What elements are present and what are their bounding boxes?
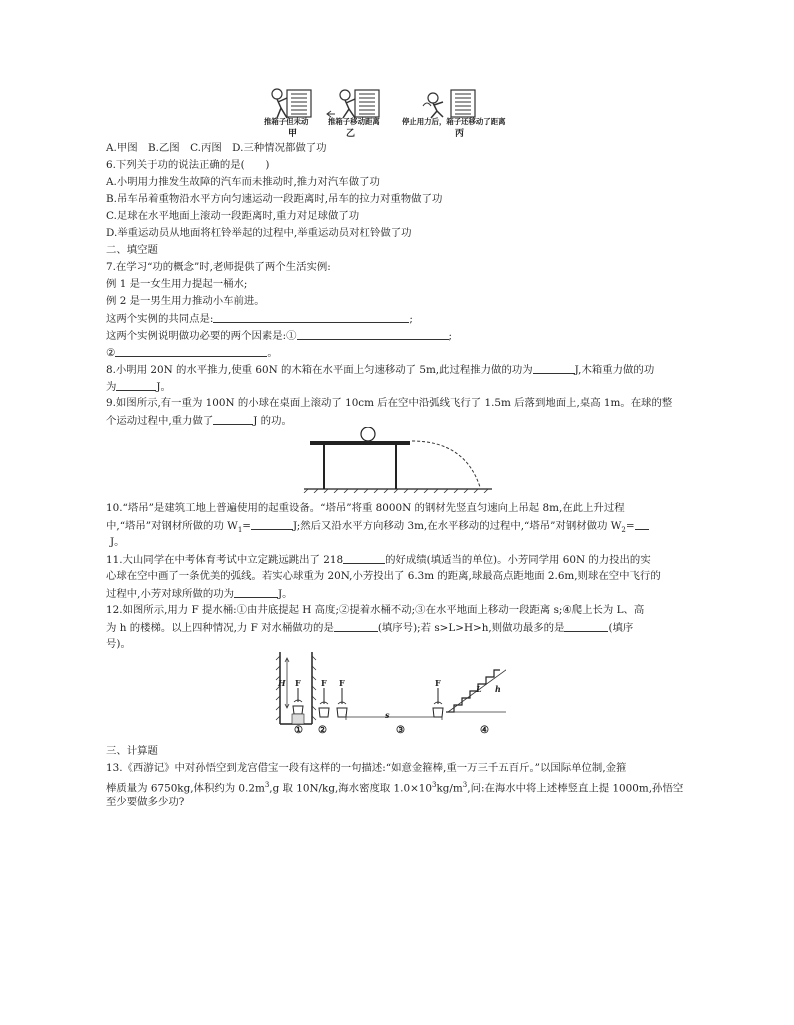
q6-stem: 6.下列关于功的说法正确的是( )	[106, 159, 270, 171]
q12-blank-1[interactable]	[334, 620, 378, 632]
q6-option-d: D.举重运动员从地面将杠铃举起的过程中,举重运动员对杠铃做了功	[106, 227, 412, 239]
q7-factor-1-blank[interactable]	[297, 328, 449, 340]
q6-option-a: A.小明用力推发生故障的汽车而未推动时,推力对汽车做了功	[106, 176, 380, 188]
q7-factors-end: ;	[448, 330, 453, 342]
q12-line-3: 号)。	[106, 638, 131, 650]
q7-common-end: ;	[409, 313, 413, 325]
label-F-1: F	[295, 678, 301, 688]
q8-line-2	[106, 379, 171, 394]
q8-text-2: J,木箱重力做的功	[574, 364, 655, 376]
q7-second-label: ②	[106, 347, 116, 359]
q7-common-label: 这两个实例的共同点是:	[106, 313, 214, 325]
scene-1-well	[276, 652, 316, 724]
q12-text-3: (填序号);若 s>L>H>h,则做功最多的是	[377, 622, 565, 634]
q9-line-2	[106, 413, 292, 428]
flight-arc	[412, 441, 480, 487]
q12-line-1: 12.如图所示,用力 F 提水桶:①由井底提起 H 高度;②提着水桶不动;③在水平地面上移动一段距离 s;④爬上长为 L、高	[106, 604, 645, 616]
q7-common-blank[interactable]	[213, 311, 409, 323]
q9-line-1: 9.如图所示,有一重为 100N 的小球在桌面上滚动了 10cm 后在空中沿弧线飞行了 1.5m 后落到地面上,桌高 1m。在球的整	[106, 397, 673, 409]
q13-line-3: 至少要做多少功?	[106, 796, 185, 808]
q9-blank[interactable]	[213, 413, 253, 425]
label-scene-3: ③	[396, 725, 405, 736]
q13-text-5: ,问:在海水中将上述棒竖直上提 1000m,孙悟空	[467, 782, 684, 795]
q7-second-end: 。	[267, 347, 278, 359]
q10-text-3: =	[242, 520, 252, 532]
q6-option-c: C.足球在水平地面上滚动一段距离时,重力对足球做了功	[106, 210, 360, 222]
q10-text-5: =	[625, 520, 635, 532]
q11-text-4: 过程中,小芳对球所做的功为	[106, 588, 234, 600]
section-fill-in-heading: 二、填空题	[106, 244, 158, 256]
q13-text-2: 棒质量为 6750kg,体积约为 0.2m	[106, 782, 265, 795]
label-H: H	[278, 678, 286, 688]
q8-text-4: J。	[156, 381, 171, 393]
q6-option-b: B.吊车吊着重物沿水平方向匀速运动一段距离时,吊车的拉力对重物做了功	[106, 193, 443, 205]
section-calculation-heading: 三、计算题	[106, 745, 158, 757]
q7-stem: 7.在学习“功的概念”时,老师提供了两个生活实例:	[106, 261, 331, 273]
q10-text-4: J;然后又沿水平方向移动 3m,在水平移动的过程中,“塔吊”对钢材做功 W	[293, 520, 622, 532]
q13-sup-3: 3	[462, 781, 468, 789]
push-figure-bing	[423, 90, 475, 118]
label-h: h	[495, 684, 501, 694]
q7-factors-line	[106, 328, 452, 343]
q5-options: A.甲图 B.乙图 C.丙图 D.三种情况都做了功	[106, 142, 327, 154]
q7-factors-label: 这两个实例说明做功必要的两个因素是:①	[106, 330, 297, 342]
q13-text-3: ,g 取 10N/kg,海水密度取 1.0×10	[269, 782, 433, 795]
q11-line-2: 心球在空中画了一条优美的弧线。若实心球重为 20N,小芳投出了 6.3m 的距离,球最高点距地面 2.6m,则球在空中飞行的	[106, 570, 661, 582]
q8-text-3: 为	[106, 381, 117, 393]
q11-text-5: J。	[278, 588, 293, 600]
table-ball-figure	[300, 427, 500, 493]
q10-line-3	[106, 535, 125, 549]
push-caption-1: 推箱子但未动	[264, 117, 309, 126]
q11-line-1	[106, 552, 651, 567]
q11-blank-work[interactable]	[234, 586, 278, 598]
q12-blank-2[interactable]	[564, 620, 608, 632]
q13-line-2	[106, 778, 683, 795]
q11-line-3	[106, 586, 293, 601]
q7-common-line	[106, 311, 413, 326]
label-F-2: F	[321, 678, 327, 688]
push-label-jia: 甲	[288, 129, 298, 139]
push-caption-2: 推箱子移动距离	[328, 117, 380, 126]
q13-sup-2: 3	[432, 781, 437, 789]
q10-w1-subscript: 1	[237, 526, 243, 535]
q10-text-6: J。	[110, 536, 125, 548]
q7-second-line	[106, 345, 278, 360]
q13-line-1: 13.《西游记》中对孙悟空到龙宫借宝一段有这样的一句描述:“如意金箍棒,重一万三千五百斤。”以国际单位制,金箍	[106, 762, 627, 774]
ball	[361, 427, 375, 441]
q9-text-3: J 的功。	[253, 415, 292, 427]
q12-text-2: 为 h 的楼梯。以上四种情况,力 F 对水桶做功的是	[106, 622, 334, 634]
q12-line-2	[106, 620, 633, 635]
q12-text-4: (填序	[608, 622, 634, 634]
q8-line-1	[106, 362, 654, 377]
q8-blank-1[interactable]	[533, 362, 575, 374]
label-L: L	[476, 684, 482, 694]
label-scene-1: ①	[294, 725, 303, 736]
q10-w2-subscript: 2	[621, 526, 626, 535]
q8-text-1: 8.小明用 20N 的水平推力,使重 60N 的木箱在水平面上匀速移动了 5m,此过程推力做的功为	[106, 364, 533, 376]
q10-blank-1[interactable]	[251, 518, 293, 530]
push-label-bing: 丙	[455, 129, 465, 139]
push-caption-3: 停止用力后，箱子还移动了距离	[402, 117, 506, 126]
q10-blank-2a[interactable]	[635, 518, 649, 530]
q7-example-1: 例 1 是一女生用力提起一桶水;	[106, 278, 248, 290]
scene-3-walking	[337, 688, 443, 720]
q11-text-1: 11.大山同学在中考体育考试中立定跳远跳出了 218	[106, 554, 344, 566]
q10-text-2: 中,“塔吊”对钢材所做的功 W	[106, 520, 238, 532]
q11-blank-unit[interactable]	[343, 552, 385, 564]
scene-2-holding	[319, 688, 329, 717]
label-scene-2: ②	[318, 725, 327, 736]
ground-hatch	[304, 489, 488, 493]
label-F-4: F	[435, 678, 441, 688]
q10-line-1: 10.“塔吊”是建筑工地上普遍使用的起重设备。“塔吊”将重 8000N 的钢材先竖直匀速向上吊起 8m,在此上升过程	[106, 502, 625, 514]
q9-text-2: 个运动过程中,重力做了	[106, 415, 214, 427]
tabletop	[310, 441, 410, 445]
label-s: s	[385, 710, 390, 720]
q8-blank-2[interactable]	[116, 379, 156, 391]
q13-sup-1: 3	[264, 781, 270, 789]
q7-factor-2-blank[interactable]	[115, 345, 267, 357]
push-figure-jia	[272, 89, 311, 118]
q10-line-2	[106, 518, 649, 537]
label-F-3: F	[339, 678, 345, 688]
push-label-yi: 乙	[346, 129, 356, 139]
label-scene-4: ④	[480, 725, 489, 736]
q7-example-2: 例 2 是一男生用力推动小车前进。	[106, 295, 265, 307]
push-figure-yi	[327, 90, 379, 118]
q13-text-4: kg/m	[436, 782, 463, 795]
q11-text-2: 的好成绩(填适当的单位)。小芳同学用 60N 的力投出的实	[385, 554, 651, 566]
